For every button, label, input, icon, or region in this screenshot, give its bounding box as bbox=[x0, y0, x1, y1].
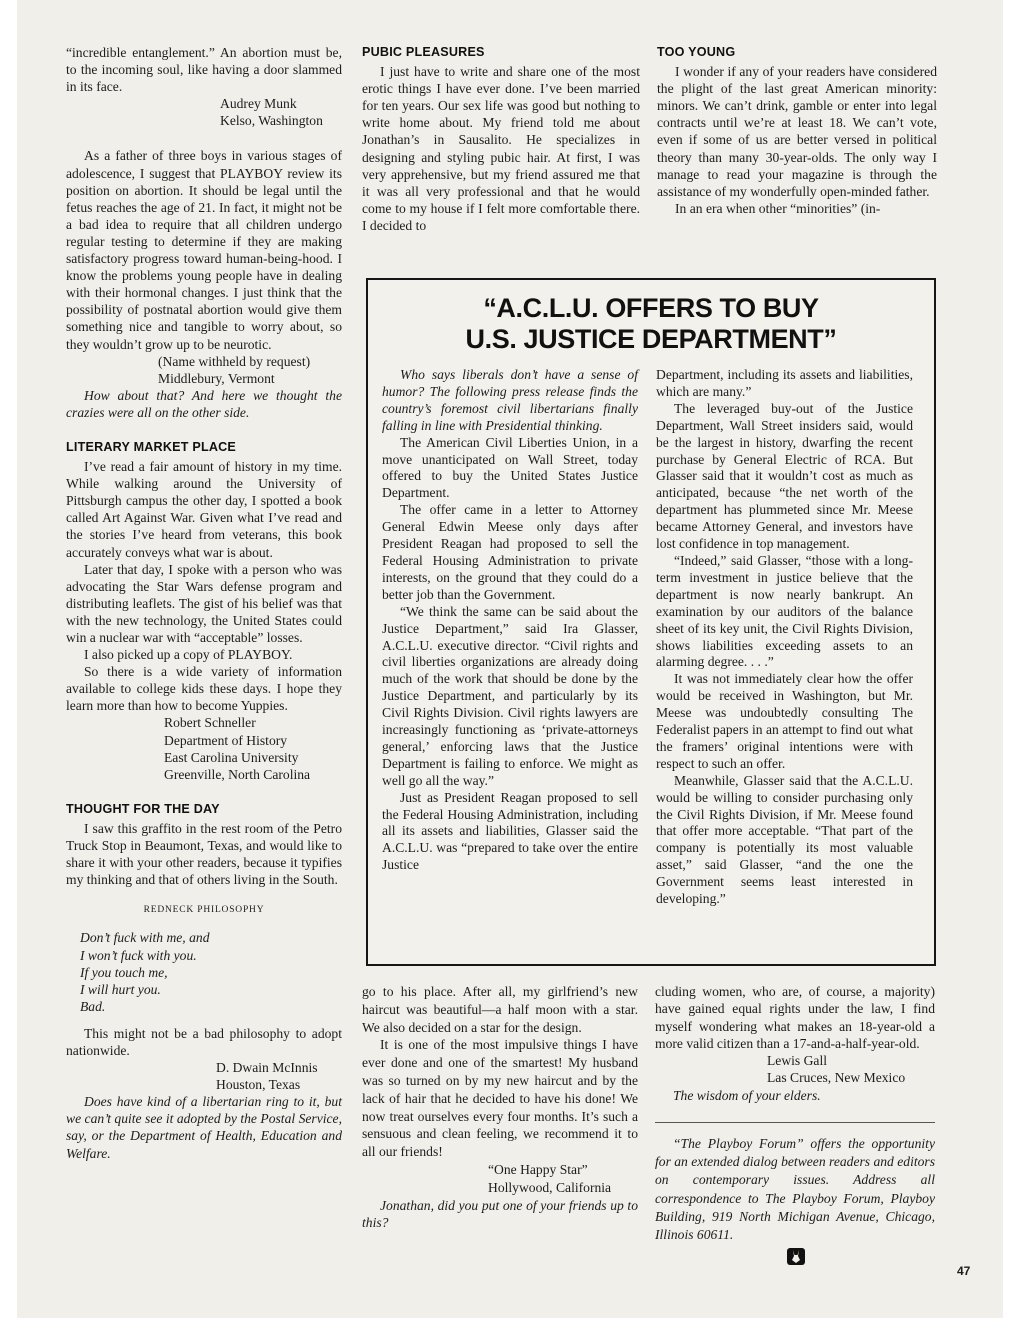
article-paragraph: The offer came in a letter to Attorney General Edwin Meese only days after President Reagan had proposed to sell the Federal Housing Administration to private interests, on the ground that they could do a better job than the Government. bbox=[382, 502, 638, 602]
editor-reply: How about that? And here we thought the crazies were all on the other side. bbox=[66, 387, 342, 420]
signature: “One Happy Star” Hollywood, California bbox=[488, 1161, 612, 1195]
signature: Lewis Gall Las Cruces, New Mexico bbox=[767, 1053, 906, 1086]
article-paragraph: Meanwhile, Glasser said that the A.C.L.U. would be willing to consider purchasing only the Civil Rights Division, if Mr. Meese found that offer more acceptable. “That part of the company is potentially its most valuable asset,” said Glasser, “and the one the Government seems least interested in developing.” bbox=[656, 772, 913, 907]
letter-paragraph: So there is a wide variety of information available to college kids these days. I hope they learn more than how to become Yuppies. bbox=[66, 664, 342, 714]
letter-paragraph: I saw this graffito in the rest room of the Petro Truck Stop in Beaumont, Texas, and would like to share it with your other readers, because it typifies my thinking and that of others living in the South. bbox=[66, 820, 342, 888]
article-paragraph: The leveraged buy-out of the Justice Department, Wall Street insiders said, would be the largest in history, dwarfing the recent purchase by General Electric of RCA. But Glasser said that it wouldn’t cost as much as anticipated, because “the net worth of the department has plummeted since Mr. Meese became Attorney General, and investors have lost confidence in top management. bbox=[656, 400, 913, 552]
section-heading: LITERARY MARKET PLACE bbox=[66, 439, 237, 454]
poem: Don’t fuck with me, and I won’t fuck with you. If you touch me, I will hurt you. Bad. bbox=[80, 930, 210, 1014]
letter-paragraph: In an era when other “minorities” (in- bbox=[675, 200, 881, 216]
editor-reply: Does have kind of a libertarian ring to it, but we can’t quite see it adopted by the Postal Service, say, or the Department of Health, Education and Welfare. bbox=[66, 1094, 342, 1161]
letter-paragraph: Later that day, I spoke with a person who was advocating the Star Wars defense program and distributing leaflets. The gist of his belief was that with the new technology, the United States could win a nuclear war with “acceptable” losses. bbox=[66, 561, 342, 645]
letter-paragraph: I also picked up a copy of PLAYBOY. bbox=[84, 647, 293, 663]
article-paragraph: “Indeed,” said Glasser, “those with a long-term investment in justice believe that the department is now nearly bankrupt. An examination by our auditors of the balance sheet of its key unit, the Civil Rights Division, shows liabilities exceeding assets to an alarming degree. . . .” bbox=[656, 552, 913, 670]
rabbit-head-logo-icon bbox=[787, 1248, 805, 1265]
boxed-article-right-column bbox=[656, 367, 913, 908]
poem-title: REDNECK PHILOSOPHY bbox=[143, 905, 265, 916]
section-heading: TOO YOUNG bbox=[657, 45, 736, 59]
letter-paragraph: cluding women, who are, of course, a majority) have gained equal rights under the law, I find myself wondering what makes an 18-year-old a more valid citizen than a 17-and-a-half-year-old. bbox=[655, 984, 935, 1051]
article-paragraph: It was not immediately clear how the offer would be received in Washington, but Mr. Meese was undoubtedly consulting The Federalist papers in an attempt to find out what the framers’ original intentions were with respect to such an offer. bbox=[656, 671, 913, 771]
column-left bbox=[66, 44, 342, 1162]
letter-paragraph: It is one of the most impulsive things I have ever done and one of the smartest! My husband was so turned on by my new haircut and by the lack of hair that he decided to have his done! We now treat ourselves every four months. It’s such a sensuous and clean feeling, we recommend it to all our friends! bbox=[362, 1037, 638, 1160]
editor-reply: Jonathan, did you put one of your friends up to this? bbox=[362, 1197, 638, 1231]
letter-abortion: As a father of three boys in various stages of adolescence, I suggest that PLAYBOY review its position on abortion. It should be legal until the fetus reaches the age of 21. In fact, it might not be a bad idea to require that all children undergo regular testing to determine if they are making satisfactory progress toward human-being-hood. I know the problems young people have in dealing with their hormonal changes. I just think that the possibility of postnatal abortion would give them something nice and tangible to worry about, so they wouldn’t grow up to be neurotic. bbox=[66, 148, 342, 352]
boxed-article-left-column bbox=[382, 367, 638, 874]
article-paragraph: “We think the same can be said about the Justice Department,” said Ira Glasser, A.C.L.U. executive director. “Civil rights and civil liberties organizations are already doing much of the work that should be done by the Justice Department, and particularly by its Civil Rights Division. Civil rights lawyers are increasingly functioning as ‘private-attorneys general,’ enforcing laws that the Justice Department is failing to enforce. We might as well go all the way.” bbox=[382, 603, 638, 788]
divider bbox=[655, 1122, 935, 1123]
letter-paragraph: This might not be a bad philosophy to adopt nationwide. bbox=[66, 1025, 342, 1058]
column-middle-bottom bbox=[362, 983, 638, 1232]
page-number: 47 bbox=[957, 1264, 971, 1278]
article-paragraph: Department, including its assets and liabilities, which are many.” bbox=[656, 367, 913, 399]
boxed-article-intro: Who says liberals don’t have a sense of humor? The following press release finds the country’s foremost civil libertarians finally falling in line with Presidential thinking. bbox=[382, 367, 638, 433]
article-paragraph: The American Civil Liberties Union, in a move unanticipated on Wall Street, today offered to buy the United States Justice Department. bbox=[382, 434, 638, 501]
signature: Audrey Munk Kelso, Washington bbox=[220, 96, 323, 129]
section-heading: PUBIC PLEASURES bbox=[362, 45, 485, 59]
editor-reply: The wisdom of your elders. bbox=[673, 1087, 821, 1103]
forum-address-note: “The Playboy Forum” offers the opportunity for an extended dialog between readers and editors on contemporary issues. Address all correspondence to The Playboy Forum, Playboy Building, 919 North Michigan Avenue, Chicago, Illinois 60611. bbox=[655, 1136, 936, 1243]
signature: Robert Schneller Department of History East Carolina University Greenville, North Carolina bbox=[164, 715, 311, 782]
column-right-top bbox=[657, 44, 937, 217]
boxed-article-headline: “A.C.L.U. OFFERS TO BUY U.S. JUSTICE DEPARTMENT” bbox=[465, 293, 837, 354]
section-heading: THOUGHT FOR THE DAY bbox=[66, 801, 220, 816]
letter-paragraph: go to his place. After all, my girlfriend’s new haircut was beautiful—a half moon with a star. We also decided on a star for the design. bbox=[362, 984, 638, 1035]
letter-paragraph: I just have to write and share one of the most erotic things I have ever done. I’ve been married for ten years. Our sex life was good but nothing to write home about. My friend told me about Jonathan’s in Sausalito. He specializes in designing and styling pubic hair. At first, I was very apprehensive, but my friend assured me that it was all very professional and that he would come to my house if I felt more comfortable there. I decided to bbox=[362, 64, 640, 233]
article-paragraph: Just as President Reagan proposed to sell the Federal Housing Administration, including all its assets and liabilities, Glasser said the A.C.L.U. was “prepared to take over the entire Justice bbox=[382, 789, 638, 873]
column-right-bottom bbox=[655, 983, 935, 1244]
signature: D. Dwain McInnis Houston, Texas bbox=[216, 1060, 318, 1093]
signature: (Name withheld by request) Middlebury, Vermont bbox=[158, 353, 311, 386]
letter-continuation: “incredible entanglement.” An abortion must be, to the incoming soul, like having a door slammed in its face. bbox=[66, 45, 342, 95]
letter-paragraph: I’ve read a fair amount of history in my time. While walking around the University of Pittsburgh campus the other day, I spotted a book called Art Against War. Given what I’ve read and the stories I’ve heard from veterans, this book accurately conveys what war is about. bbox=[66, 459, 342, 560]
column-middle-top bbox=[362, 44, 640, 234]
letter-paragraph: I wonder if any of your readers have considered the plight of the last great American minority: minors. We can’t drink, gamble or enter into legal contracts until we’re at least 18. We can’t vote, even if some of us are better versed in political theory than many 30-year-olds. The only way I manage to read your magazine is through the assistance of my wonderfully open-minded father. bbox=[657, 64, 937, 199]
